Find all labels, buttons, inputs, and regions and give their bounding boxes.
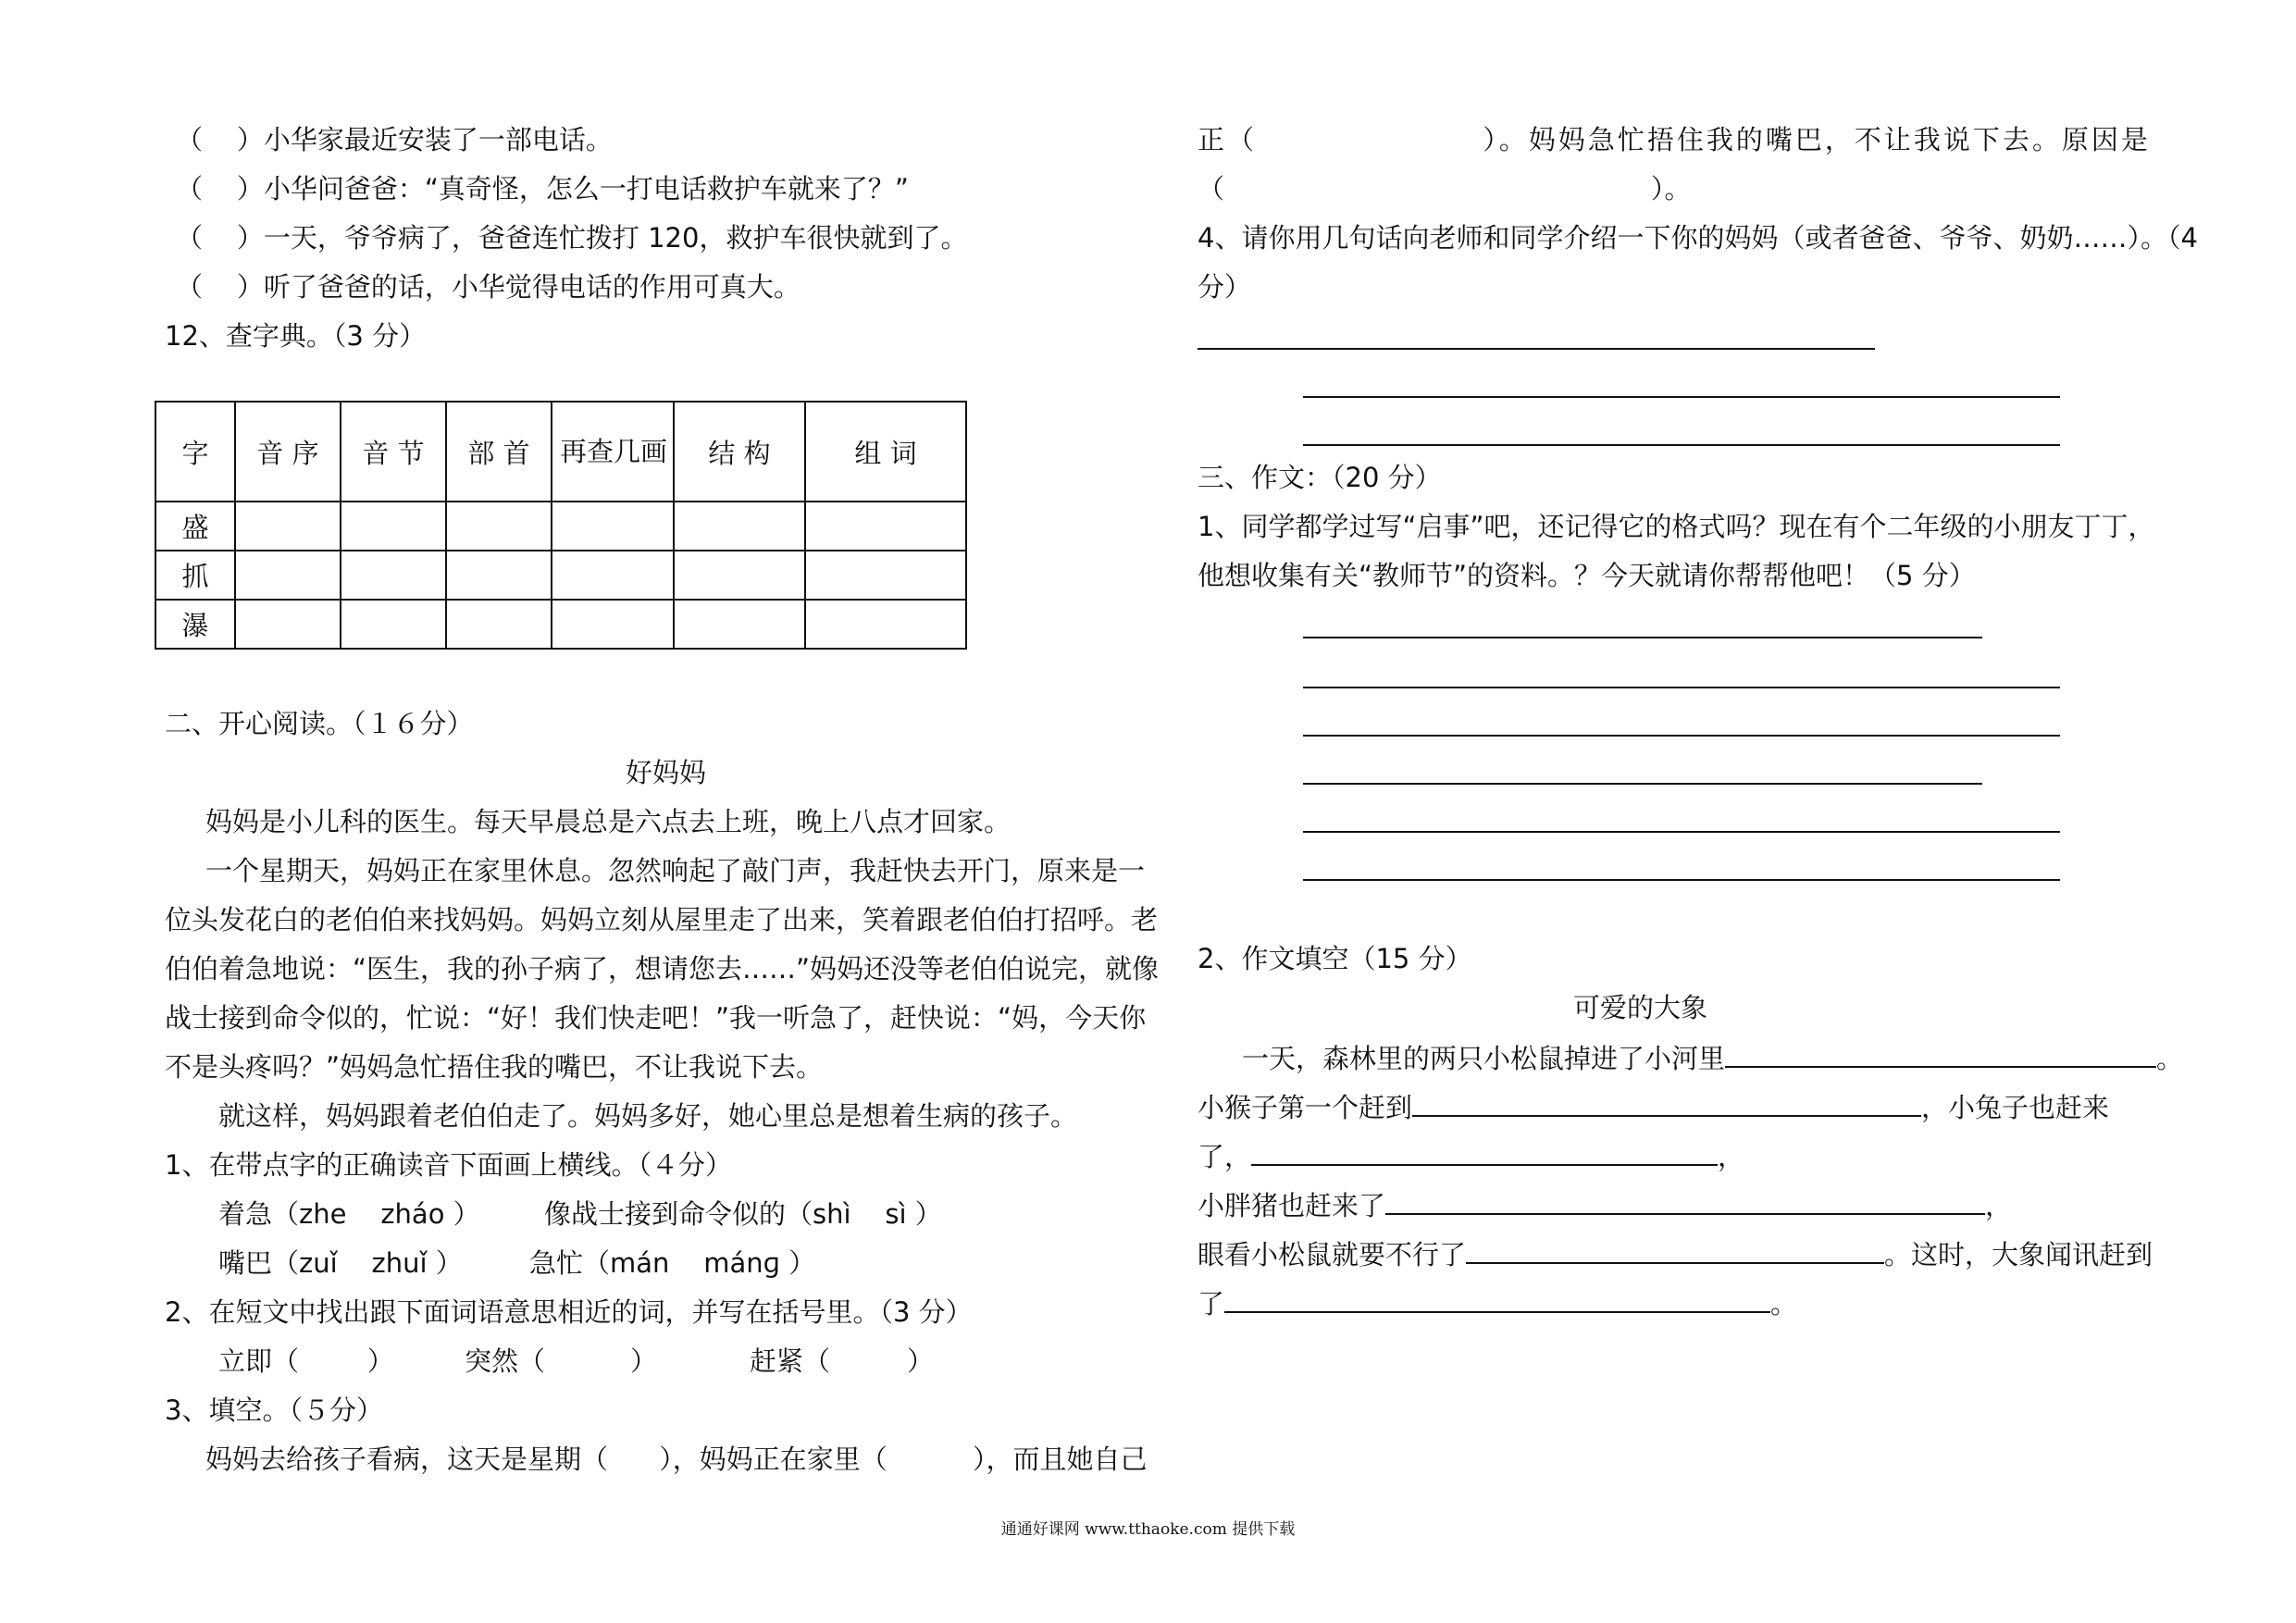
composition-text: 了， [1198,1141,1252,1172]
story-line: 不是头疼吗？”妈妈急忙捂住我的嘴巴，不让我说下去。 [165,1051,824,1083]
table-header: 字 [155,402,235,502]
table-cell[interactable] [446,551,552,600]
answer-line[interactable] [1303,735,2060,737]
composition-blank[interactable] [1251,1142,1718,1166]
answer-line[interactable] [1303,831,2060,833]
answer-line[interactable] [1303,783,1982,785]
composition-text: 。这时，大象闻讯赶到 [1884,1239,2153,1270]
answer-line[interactable] [1303,444,2060,446]
table-cell[interactable] [235,600,341,649]
table-cell[interactable] [674,551,805,600]
order-bracket[interactable]: （ ） [176,173,264,204]
order-bracket[interactable]: （ ） [176,222,264,254]
right-column [1194,0,2296,1623]
story-line: 战士接到命令似的，忙说：“好！我们快走吧！”我一听急了，赶快说：“妈，今天你 [165,1002,1147,1034]
dictionary-table [155,401,967,650]
answer-line[interactable] [1198,348,1875,350]
composition-text: ， [1718,1141,1745,1172]
table-cell[interactable] [674,600,805,649]
question-3: 3、填空。（５分） [165,1394,383,1426]
answer-line[interactable] [1303,637,1982,638]
story-line: 妈妈是小儿科的医生。每天早晨总是六点去上班，晚上八点才回家。 [205,806,1011,837]
question-4: 分） [1198,271,1252,303]
answer-line[interactable] [1303,687,2060,688]
composition-blank[interactable] [1466,1240,1884,1264]
composition-text: 。 [2156,1043,2184,1074]
order-text: 小华问爸爸：“真奇怪，怎么一打电话救护车就来了？” [263,173,909,204]
table-row [155,551,966,600]
fill-line[interactable]: 正（ ）。妈妈急忙捂住我的嘴巴，不让我说下去。原因是 [1198,124,2151,155]
table-cell[interactable] [341,600,446,649]
composition-text: ， [1985,1190,2013,1221]
composition-line [1198,1093,2109,1121]
table-cell[interactable] [235,502,341,551]
composition-text: 。 [1770,1288,1798,1319]
table-cell[interactable] [552,551,674,600]
table-cell[interactable] [341,502,446,551]
story-line: 位头发花白的老伯伯来找妈妈。妈妈立刻从屋里走了出来，笑着跟老伯伯打招呼。老 [165,904,1159,935]
story-line: 就这样，妈妈跟着老伯伯走了。妈妈多好，她心里总是想着生病的孩子。 [218,1100,1078,1132]
table-header: 结 构 [674,402,805,502]
table-header: 再查几画 [552,402,674,502]
composition-text: 一天，森林里的两只小松鼠掉进了小河里 [1242,1043,1726,1074]
table-cell[interactable] [446,600,552,649]
composition-line [1198,1142,1744,1171]
composition-1: 1、同学都学过写“启事”吧，还记得它的格式吗？现在有个二年级的小朋友丁丁， [1198,511,2155,542]
question-4: 4、请你用几句话向老师和同学介绍一下你的妈妈（或者爸爸、爷爷、奶奶……）。（4 [1198,222,2198,254]
story-line: 一个星期天，妈妈正在家里休息。忽然响起了敲门声，我赶快去开门，原来是一 [205,855,1146,886]
table-cell[interactable] [552,502,674,551]
pinyin-option[interactable]: 急忙（mán mánɡ ） [529,1247,816,1279]
composition-line [1198,1289,1797,1318]
story-title: 好妈妈 [626,757,707,788]
pinyin-option[interactable]: 像战士接到命令似的（shì sì ） [544,1198,942,1230]
order-item [176,173,909,204]
table-header: 音 序 [235,402,341,502]
pinyin-option[interactable]: 嘴巴（zuǐ zhuǐ ） [218,1247,463,1279]
table-header-row [155,402,966,502]
pinyin-option[interactable]: 着急（zhe zháo ） [218,1198,480,1230]
order-bracket[interactable]: （ ） [176,124,264,155]
table-row [155,502,966,551]
table-char: 瀑 [155,600,235,649]
composition-line [1242,1044,2183,1072]
composition-blank[interactable] [1224,1289,1770,1313]
table-header: 音 节 [341,402,446,502]
table-row [155,600,966,649]
footer-credit: 通通好课网 www.tthaoke.com 提供下载 [1000,1520,1296,1539]
composition-blank[interactable] [1412,1093,1921,1117]
order-item [176,124,613,155]
table-char: 抓 [155,551,235,600]
composition-text: ，小兔子也赶来 [1921,1092,2110,1123]
section-2-heading: 二、开心阅读。（１６分） [165,708,474,739]
composition-text: 小胖猪也赶来了 [1198,1190,1386,1221]
order-text: 小华家最近安装了一部电话。 [263,124,613,155]
composition-blank[interactable] [1725,1044,2156,1068]
order-bracket[interactable]: （ ） [176,271,264,303]
table-cell[interactable] [805,600,966,649]
table-cell[interactable] [446,502,552,551]
answer-line[interactable] [1303,396,2060,398]
synonym-blank[interactable]: 立即（ ） [218,1345,394,1377]
fill-line[interactable]: 妈妈去给孩子看病，这天是星期（ ），妈妈正在家里（ ），而且她自己 [205,1443,1148,1475]
table-cell[interactable] [674,502,805,551]
order-text: 听了爸爸的话，小华觉得电话的作用可真大。 [263,271,800,303]
question-1: 1、在带点字的正确读音下面画上横线。（４分） [165,1149,732,1181]
fill-line[interactable]: （ ）。 [1198,173,1692,204]
table-header: 部 首 [446,402,552,502]
composition-line [1198,1191,2012,1220]
table-char: 盛 [155,502,235,551]
table-cell[interactable] [805,551,966,600]
table-cell[interactable] [552,600,674,649]
table-cell[interactable] [235,551,341,600]
composition-line [1198,1240,2153,1269]
composition-1: 他想收集有关“教师节”的资料。？今天就请你帮帮他吧！（5 分） [1198,560,1976,591]
story-line: 伯伯着急地说：“医生，我的孙子病了，想请您去……”妈妈还没等老伯伯说完，就像 [165,953,1160,985]
order-item [176,222,968,254]
order-item [176,271,800,303]
section-3-heading: 三、作文：（20 分） [1198,462,1442,493]
composition-2: 2、作文填空（15 分） [1198,943,1472,974]
answer-line[interactable] [1303,879,2060,881]
composition-title: 可爱的大象 [1573,992,1708,1023]
composition-text: 了 [1198,1288,1225,1319]
synonym-blank[interactable]: 突然（ ） [465,1345,658,1377]
table-cell[interactable] [805,502,966,551]
table-header: 组 词 [805,402,966,502]
composition-text: 小猴子第一个赶到 [1198,1092,1413,1123]
synonym-blank[interactable]: 赶紧（ ） [750,1345,934,1377]
composition-blank[interactable] [1385,1191,1985,1215]
table-cell[interactable] [341,551,446,600]
order-text: 一天，爷爷病了，爸爸连忙拨打 120，救护车很快就到了。 [263,222,968,254]
question-12-heading: 12、查字典。（3 分） [165,320,427,352]
question-2: 2、在短文中找出跟下面词语意思相近的词，并写在括号里。（3 分） [165,1296,973,1328]
composition-text: 眼看小松鼠就要不行了 [1198,1239,1467,1270]
